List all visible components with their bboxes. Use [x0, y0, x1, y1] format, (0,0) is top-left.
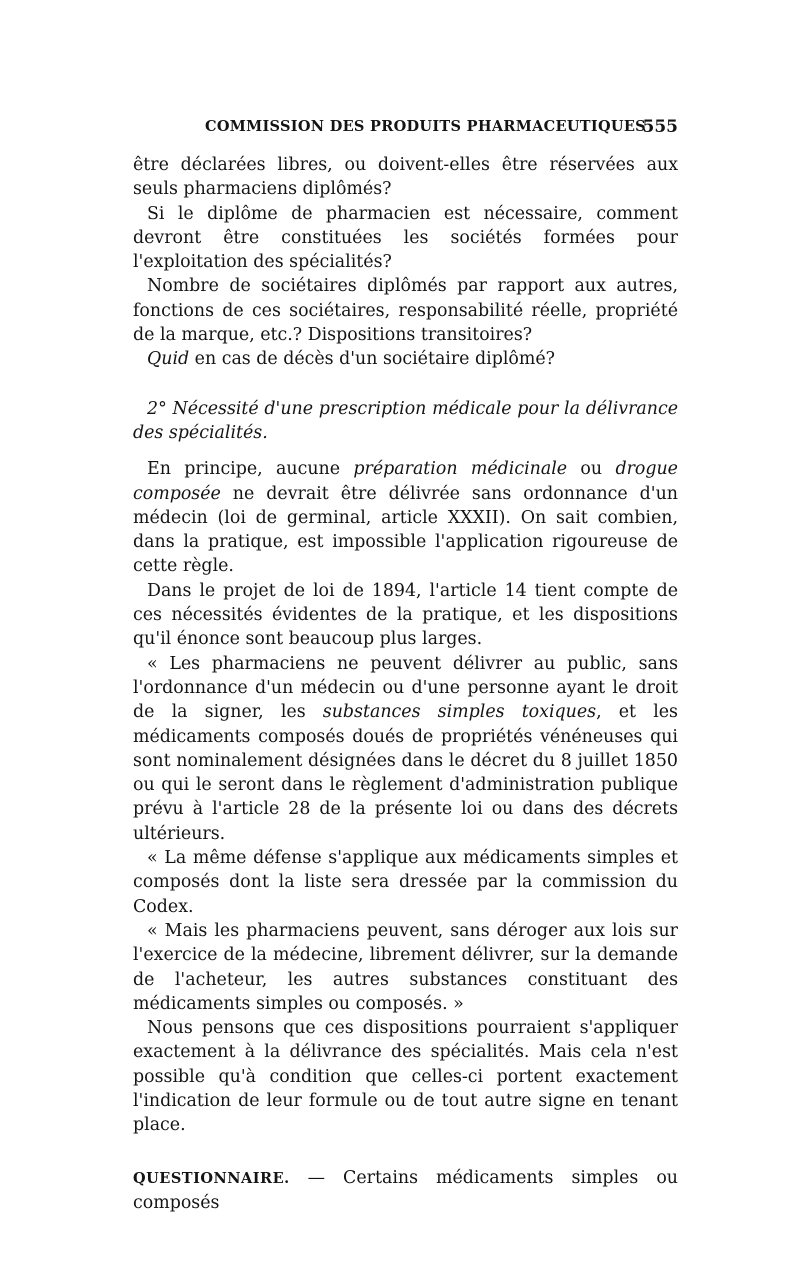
questionnaire-text: — Certains médicaments simples ou composés [133, 1167, 678, 1213]
drogue-composee-italic: drogue composée [133, 459, 678, 504]
paragraph-4 [133, 347, 678, 371]
section-heading [133, 397, 678, 446]
questionnaire-line [133, 1166, 678, 1216]
paragraph-8-quote: « La même défense s'applique aux médicaments simples et composés dont la liste sera dressée par la commission du Codex. [133, 848, 678, 917]
paragraph-3: Nombre de sociétaires diplômés par rapport aux autres, fonctions de ces sociétaires, responsabilité réelle, propriété de la marque, etc.? Dispositions transitoires? [133, 276, 678, 346]
substances-toxiques-italic: substances simples toxiques [322, 702, 597, 723]
section-heading-text: 2° Nécessité d'une prescription médicale pour la délivrance des spécialités. [133, 398, 678, 443]
paragraph-5-a: En principe, aucune [147, 459, 354, 480]
running-title: COMMISSION DES PRODUITS PHARMACEUTIQUES [205, 118, 646, 135]
paragraph-4-rest: en cas de décès d'un sociétaire diplômé? [189, 349, 555, 370]
paragraph-5 [133, 457, 678, 578]
questionnaire-label: QUESTIONNAIRE. [133, 1169, 290, 1187]
paragraph-7-a: « Les pharmaciens ne peuvent délivrer au public, sans l'ordonnance d'un médecin ou d'une personne ayant le droit de la signer, les [133, 653, 678, 723]
page-number: 555 [642, 117, 678, 137]
preparation-medicinale-italic: préparation médicinale [353, 459, 568, 480]
paragraph-9-quote: « Mais les pharmaciens peuvent, sans déroger aux lois sur l'exercice de la médecine, librement délivrer, sur la demande de l'acheteur, les autres substances constituant des médicaments simples ou composés. » [133, 920, 678, 1014]
paragraph-6: Dans le projet de loi de 1894, l'article 14 tient compte de ces nécessités évidentes de la pratique, et les dispositions qu'il énonce sont beaucoup plus larges. [133, 580, 678, 650]
paragraph-7-b: , et les médicaments composés doués de propriétés vénéneuses qui sont nominalement désignées dans le décret du 8 juillet 1850 ou qui le seront dans le règlement d'administration publique prévu à l'article 28 de la présente loi ou dans des décrets ultérieurs. [133, 702, 678, 844]
body-text [133, 153, 678, 1215]
paragraph-5-c: ne devrait être délivrée sans ordonnance d'un médecin (loi de germinal, article XXXII). On sait combien, dans la pratique, est impossible l'application rigoureuse de cette règle. [133, 483, 678, 577]
paragraph-7-quote [133, 652, 678, 846]
paragraph-2: Si le diplôme de pharmacien est nécessaire, comment devront être constituées les sociétés formées pour l'exploitation des spécialités? [133, 203, 678, 273]
paragraph-5-b: ou [567, 459, 616, 480]
paragraph-1: être déclarées libres, ou doivent-elles être réservées aux seuls pharmaciens diplômés? [133, 155, 678, 200]
quid-italic: Quid [147, 349, 190, 370]
paragraph-10: Nous pensons que ces dispositions pourraient s'appliquer exactement à la délivrance des spécialités. Mais cela n'est possible qu'à condition que celles-ci portent exactement l'indication de leur formule ou de tout autre signe en tenant place. [133, 1018, 678, 1136]
